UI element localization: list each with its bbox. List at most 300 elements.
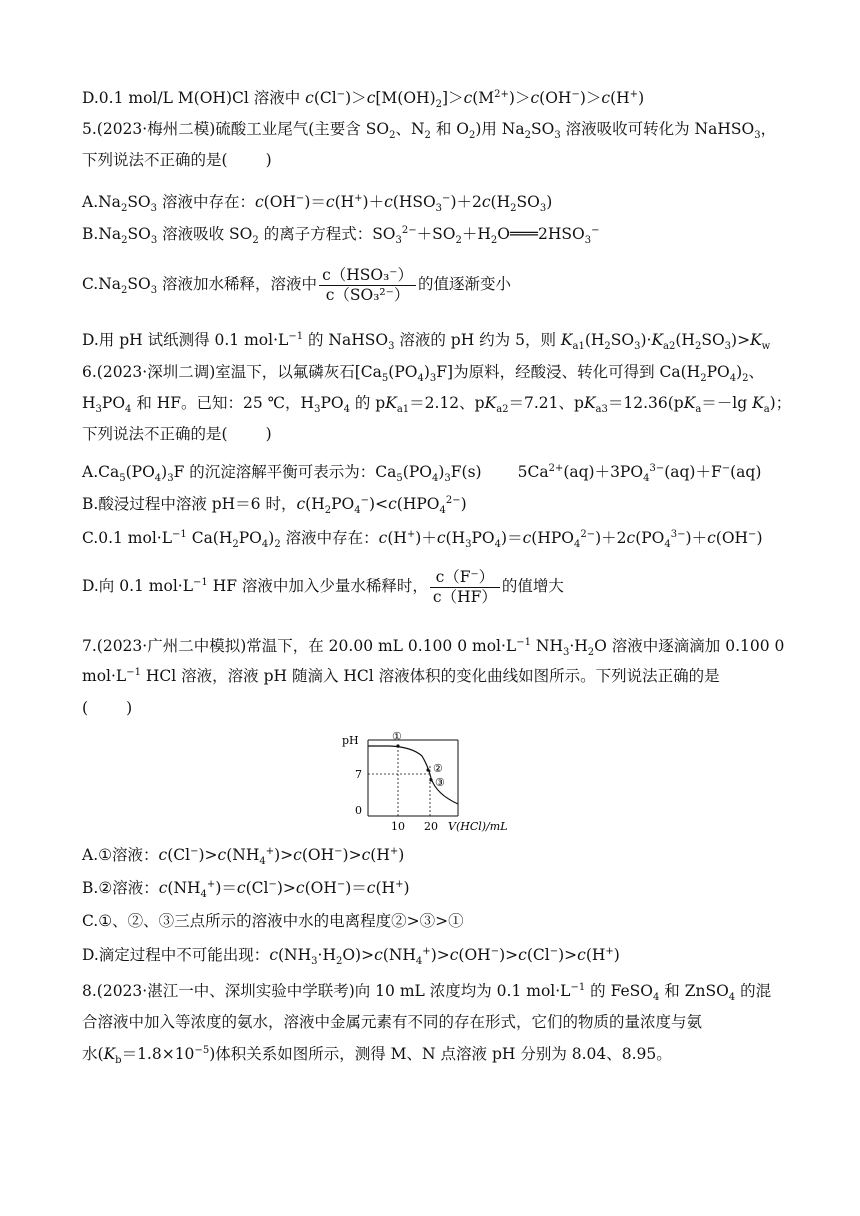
text: c — [601, 89, 611, 107]
sub: 2 — [455, 235, 462, 247]
text: A.①溶液： — [82, 846, 159, 864]
text: (NH — [167, 879, 201, 897]
fraction — [319, 266, 416, 305]
text: ＋SO — [416, 225, 456, 243]
sup: − — [748, 528, 757, 540]
sup: + — [389, 845, 399, 857]
sub: 3 — [465, 539, 472, 551]
text: ) — [736, 363, 743, 381]
text: c — [217, 846, 227, 864]
sub: 4 — [259, 856, 266, 868]
sub: 4 — [417, 373, 424, 385]
numerator: c（F⁻） — [430, 568, 500, 588]
text: 溶液吸收 SO — [157, 225, 253, 243]
sub: 4 — [729, 373, 737, 385]
fraction — [430, 568, 500, 607]
text: ＋H — [461, 225, 491, 243]
sub: 3 — [311, 956, 318, 968]
text: (H — [585, 946, 606, 964]
text: )＋2 — [595, 529, 627, 547]
text: PO — [471, 529, 495, 547]
x-tick-10: 10 — [391, 820, 405, 833]
text: (PO — [402, 463, 432, 481]
sub: a1 — [572, 341, 585, 353]
sub: 3 — [429, 373, 437, 385]
text: (OH — [539, 89, 572, 107]
sub: 4 — [431, 473, 439, 485]
text: B.酸浸过程中溶液 pH＝6 时， — [82, 495, 297, 513]
sub: 3 — [539, 203, 547, 215]
text: (H — [387, 529, 407, 547]
text: ) — [438, 463, 445, 481]
text: )· — [640, 331, 652, 349]
q6-option-b — [82, 494, 790, 517]
text: O)> — [342, 946, 375, 964]
sub: 2 — [121, 285, 128, 297]
sub: 2 — [490, 235, 498, 247]
point-2-marker — [426, 768, 429, 771]
sub: 3 — [150, 285, 158, 297]
sup: 2− — [580, 528, 596, 540]
text: K — [385, 394, 397, 412]
text: c — [577, 946, 586, 964]
sub: 4 — [439, 505, 446, 517]
text: (OH — [263, 193, 296, 211]
sub: 3 — [395, 235, 402, 247]
text: c — [707, 529, 716, 547]
text: ＝1.8×10 — [121, 1045, 195, 1063]
text: c — [158, 879, 168, 897]
text: ) — [546, 193, 553, 211]
sup: 3− — [670, 528, 686, 540]
text: [M(OH) — [375, 89, 436, 107]
sub: 3 — [388, 341, 395, 353]
text: O 溶液中逐滴滴加 0.100 0 — [594, 637, 785, 655]
text: ) — [423, 363, 430, 381]
sub: 3 — [314, 404, 321, 416]
denominator: c（HF） — [432, 587, 497, 606]
q8-stem-line1 — [82, 981, 790, 1004]
text: (M — [472, 89, 495, 107]
sub: 2 — [324, 505, 332, 517]
sup: + — [629, 88, 639, 100]
text: (aq)＋F — [664, 463, 722, 481]
sup: − — [442, 192, 451, 204]
sup: + — [354, 192, 363, 204]
text: (H — [375, 879, 396, 897]
sub: 5 — [396, 473, 403, 485]
text: (H — [490, 193, 511, 211]
text: )> — [499, 946, 519, 964]
point-3-label: ③ — [435, 776, 445, 789]
text: (H — [584, 331, 605, 349]
text: SO — [127, 225, 151, 243]
sup: + — [422, 945, 431, 957]
text: (NH — [226, 846, 260, 864]
text: (HSO — [392, 193, 436, 211]
sub: a3 — [595, 404, 608, 416]
text: )＞ — [579, 89, 602, 107]
text: K — [683, 394, 696, 412]
sub: 5 — [381, 373, 389, 385]
sub: a — [695, 404, 702, 416]
text: )＝ — [345, 879, 367, 897]
text: c — [384, 193, 393, 211]
sub: 4 — [643, 473, 650, 485]
text: 溶液的 pH 约为 5，则 — [394, 331, 561, 349]
text: 水( — [82, 1045, 104, 1063]
text: 、N — [395, 120, 425, 138]
point-1-marker — [396, 744, 399, 747]
q7-option-d — [82, 945, 790, 968]
text: (PO — [125, 463, 155, 481]
text: PO — [320, 394, 344, 412]
sub: 2 — [274, 539, 281, 551]
sup: − — [591, 224, 600, 236]
sub: 2 — [389, 130, 396, 142]
text: (Cl — [526, 946, 550, 964]
sub: 3 — [562, 647, 570, 659]
text: c — [236, 879, 246, 897]
sub: w — [761, 341, 771, 353]
text: 的值逐渐变小 — [417, 275, 511, 293]
text: F]为原料，经酸浸、转化可得到 Ca(H — [436, 363, 701, 381]
text: D.0.1 mol/L M(OH)Cl 溶液中 — [82, 89, 306, 107]
q8-stem-line3 — [82, 1044, 790, 1067]
text: ) — [265, 151, 272, 169]
sup: −1 — [570, 981, 586, 993]
sup: 2− — [445, 494, 461, 506]
text: PO — [706, 363, 730, 381]
text: )＝ — [501, 529, 523, 547]
text: mol·L — [82, 667, 127, 685]
x-axis-label: V(HCl)/mL — [448, 820, 508, 833]
sub: 2 — [121, 235, 128, 247]
text: c — [366, 879, 376, 897]
q6-stem-line3 — [82, 424, 790, 444]
sup: − — [490, 945, 500, 957]
sub: 3 — [95, 404, 102, 416]
text: (OH — [715, 529, 749, 547]
text: (H — [370, 846, 390, 864]
text: )> — [342, 846, 362, 864]
sub: 2 — [120, 203, 128, 215]
text: (HPO — [531, 529, 574, 547]
text: (H — [445, 529, 466, 547]
text: c — [158, 846, 168, 864]
text: (NH — [278, 946, 312, 964]
text: )； — [769, 394, 792, 412]
sup: − — [268, 878, 277, 890]
text: )> — [274, 846, 294, 864]
text: ) — [126, 699, 133, 717]
sup: − — [571, 88, 580, 100]
text: 的 p — [349, 394, 386, 412]
titration-curve — [368, 746, 458, 804]
text: A.Na — [82, 193, 121, 211]
text: 7.(2023·广州二中模拟)常温下，在 20.00 mL 0.100 0 mol·L — [82, 637, 517, 655]
sup: − — [334, 845, 343, 857]
sup: + — [406, 528, 416, 540]
text: )用 Na — [475, 120, 525, 138]
sub: b — [115, 1055, 122, 1067]
text: ＝2.12、p — [409, 394, 485, 412]
sub: 4 — [652, 992, 660, 1004]
y-axis-label: pH — [342, 734, 359, 747]
x-tick-20: 20 — [424, 820, 438, 833]
sup: + — [605, 945, 614, 957]
sup: 2− — [401, 224, 417, 236]
text: )＝ — [304, 193, 326, 211]
sup: −1 — [288, 330, 304, 342]
text: c — [374, 946, 383, 964]
q6-stem-line1 — [82, 362, 790, 385]
sup: −1 — [126, 666, 141, 678]
point-2-label: ② — [433, 762, 443, 775]
text: c — [293, 846, 302, 864]
text: (PO — [635, 529, 665, 547]
text: F(s) — [450, 463, 482, 481]
sup: − — [336, 88, 346, 100]
point-3-marker — [429, 778, 432, 781]
text: 的离子方程式：SO — [258, 225, 396, 243]
text: c — [296, 495, 306, 513]
text: K — [583, 394, 596, 412]
text: (HPO — [396, 495, 440, 513]
text: (H — [334, 193, 355, 211]
q7-stem-line1 — [82, 636, 790, 659]
sub: 4 — [154, 473, 162, 485]
text: H — [82, 394, 96, 412]
sup: + — [265, 845, 275, 857]
sub: 2 — [700, 373, 707, 385]
text: (NH — [382, 946, 416, 964]
text: )＋ — [362, 193, 385, 211]
text: K — [750, 331, 762, 349]
text: ) — [756, 529, 763, 547]
text: 、 — [748, 363, 765, 381]
sup: + — [395, 878, 404, 890]
text: 5Ca — [517, 463, 549, 481]
q6-option-c — [82, 528, 790, 551]
sup: − — [336, 878, 346, 890]
q5-option-d — [82, 330, 790, 353]
q5-option-b — [82, 224, 790, 247]
text: c — [361, 846, 371, 864]
sub: 4 — [573, 539, 581, 551]
sub: a1 — [396, 404, 410, 416]
text: ·H — [569, 637, 588, 655]
text: 和 ZnSO — [659, 982, 729, 1000]
text: HF 溶液中加入少量水稀释时， — [207, 577, 428, 595]
sub: 3 — [584, 235, 592, 247]
text: c — [463, 89, 473, 107]
q5-option-c — [82, 264, 790, 305]
text: 的 FeSO — [585, 982, 653, 1000]
q5-option-a — [82, 192, 790, 215]
text: 合溶液中加入等浓度的氨水，溶液中金属元素有不同的存在形式，它们的物质的量浓度与氨 — [82, 1013, 703, 1031]
sub: a2 — [496, 404, 509, 416]
q5-stem-line1 — [82, 119, 790, 142]
sub: a2 — [663, 341, 676, 353]
q6-stem-line2 — [82, 393, 792, 416]
text: K — [103, 1045, 116, 1063]
sub: 4 — [664, 539, 671, 551]
text: K — [651, 331, 664, 349]
text: c — [449, 946, 459, 964]
text: ) — [638, 89, 645, 107]
text: c — [305, 89, 314, 107]
text: ) — [398, 846, 405, 864]
q7-option-a — [82, 845, 790, 868]
q5-stem-line2 — [82, 150, 790, 170]
text: 和 HF。已知：25 ℃，H — [131, 394, 315, 412]
sub: 2 — [252, 235, 259, 247]
q6-option-a — [82, 462, 790, 485]
sub: 3 — [634, 341, 641, 353]
numerator: c（HSO₃⁻） — [319, 266, 416, 286]
q7-option-c — [82, 911, 790, 931]
text: PO — [101, 394, 126, 412]
text: K — [752, 394, 764, 412]
q8-stem-line2 — [82, 1012, 790, 1032]
text: )＋2 — [450, 193, 482, 211]
text: F 的沉淀溶解平衡可表示为：Ca — [173, 463, 397, 481]
text: )＋ — [415, 529, 437, 547]
text: )＋ — [685, 529, 708, 547]
text: c — [269, 946, 278, 964]
text: )> — [731, 331, 751, 349]
text: (H — [305, 495, 325, 513]
text: D.滴定过程中不可能出现： — [82, 946, 270, 964]
text: PO — [331, 495, 355, 513]
sub: 4 — [125, 404, 132, 416]
text: ]＞ — [442, 89, 464, 107]
text: (PO — [388, 363, 418, 381]
text: c — [522, 529, 532, 547]
sub: 4 — [354, 505, 361, 517]
text: c — [366, 89, 376, 107]
text: SO — [701, 331, 725, 349]
sup: − — [360, 494, 370, 506]
sup: 2+ — [548, 462, 564, 474]
text: )＞ — [345, 89, 367, 107]
text: D.用 pH 试纸测得 0.1 mol·L — [82, 331, 289, 349]
text: SO — [610, 331, 635, 349]
text: D.向 0.1 mol·L — [82, 577, 194, 595]
text: K — [560, 331, 573, 349]
sup: 2+ — [494, 88, 509, 100]
text: A.Ca — [82, 463, 120, 481]
text: c — [518, 946, 527, 964]
sub: 4 — [415, 956, 423, 968]
text: (Cl — [245, 879, 269, 897]
text: )> — [558, 946, 578, 964]
text: SO — [127, 193, 151, 211]
sub: 2 — [524, 130, 531, 142]
sub: 4 — [728, 992, 736, 1004]
sub: 3 — [444, 473, 451, 485]
sup: + — [206, 878, 216, 890]
text: (Cl — [313, 89, 337, 107]
sub: 2 — [694, 341, 702, 353]
denominator: c（SO₃²⁻） — [325, 285, 410, 304]
sub: 4 — [494, 539, 502, 551]
text: (Cl — [167, 846, 191, 864]
sub: 3 — [150, 235, 158, 247]
text: O═══2HSO — [497, 225, 585, 243]
text: ) — [161, 463, 168, 481]
sup: −1 — [193, 576, 208, 588]
text: ·H — [317, 946, 336, 964]
option-d-line — [82, 88, 790, 111]
sub: 2 — [742, 373, 749, 385]
sub: 3 — [167, 473, 174, 485]
text: ＝12.36(p — [607, 394, 684, 412]
text: c — [626, 529, 636, 547]
text: (aq)＋3PO — [563, 463, 644, 481]
text: ， — [760, 120, 777, 138]
sup: − — [721, 462, 731, 474]
text: c — [530, 89, 540, 107]
text: (OH — [458, 946, 491, 964]
sub: 2 — [424, 130, 431, 142]
sub: 2 — [435, 99, 442, 111]
sub: 5 — [119, 473, 126, 485]
sub: 2 — [510, 203, 517, 215]
text: (aq) — [730, 463, 762, 481]
q7-stem-line2 — [82, 666, 790, 686]
text: )＞ — [508, 89, 531, 107]
sub: 2 — [468, 130, 476, 142]
sub: 3 — [554, 130, 561, 142]
text: 溶液吸收可转化为 NaHSO — [560, 120, 755, 138]
text: B.②溶液： — [82, 879, 159, 897]
text: )> — [276, 879, 296, 897]
text: 6.(2023·深圳二调)室温下，以氟磷灰石[Ca — [82, 363, 382, 381]
sub: a — [763, 404, 770, 416]
text: 溶液加水稀释，溶液中 — [157, 275, 318, 293]
text: )体积关系如图所示，测得 M、N 点溶液 pH 分别为 8.04、8.95。 — [209, 1045, 672, 1063]
text: ) — [460, 495, 467, 513]
text: ) — [403, 879, 410, 897]
text: )> — [198, 846, 218, 864]
text: )＝ — [215, 879, 237, 897]
sub: 2 — [587, 647, 595, 659]
text: Ca(H — [186, 529, 233, 547]
text: PO — [238, 529, 262, 547]
sub: 3 — [754, 130, 761, 142]
text: 8.(2023·湛江一中、深圳实验中学联考)向 10 mL 浓度均为 0.1 mol·L — [82, 982, 571, 1000]
text: (OH — [304, 879, 337, 897]
text: ) — [613, 946, 620, 964]
sub: 4 — [261, 539, 269, 551]
text: 溶液中存在： — [280, 529, 379, 547]
sup: 3− — [649, 462, 665, 474]
text: C.Na — [82, 275, 122, 293]
sub: 3 — [724, 341, 732, 353]
text: c — [295, 879, 305, 897]
sup: −1 — [172, 528, 187, 540]
q7-option-b — [82, 878, 790, 901]
text: SO — [127, 275, 151, 293]
text: c — [481, 193, 491, 211]
sub: 3 — [435, 203, 443, 215]
sup: − — [190, 845, 199, 857]
text: (H — [610, 89, 630, 107]
text: SO — [530, 120, 555, 138]
point-1-label: ① — [392, 730, 402, 743]
